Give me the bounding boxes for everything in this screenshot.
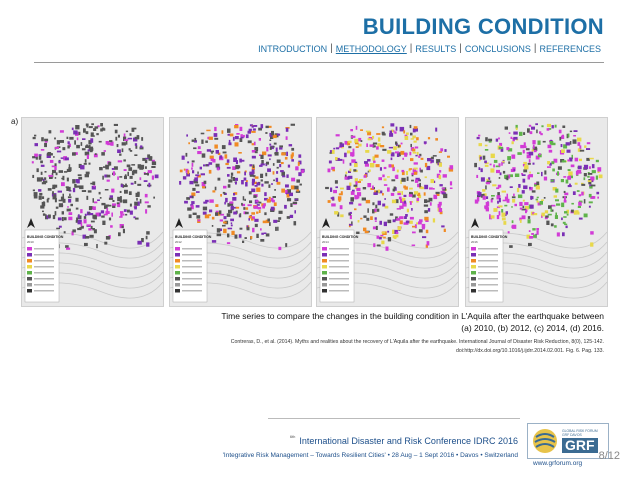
website-link[interactable]: www.grforum.org	[533, 460, 583, 467]
nav-separator: |	[459, 43, 462, 54]
nav-separator: |	[330, 43, 333, 54]
map-panel-d	[465, 117, 608, 307]
logo-text-small-1: GLOBAL RISK FORUM	[562, 429, 598, 433]
map-legend-title: BUILDING CONDITION	[471, 235, 508, 239]
figure-caption	[124, 310, 604, 334]
nav-conclusions[interactable]: CONCLUSIONS	[464, 43, 531, 54]
globe-logo-icon	[532, 428, 558, 454]
map-legend-year: 2014	[322, 240, 329, 244]
logo-text-big: GRF	[562, 438, 598, 453]
section-nav	[255, 43, 604, 54]
caption-line-2: (a) 2010, (b) 2012, (c) 2014, (d) 2016.	[461, 323, 604, 333]
conference-title	[290, 434, 518, 446]
map-panel-b	[169, 117, 312, 307]
map-panel-c	[316, 117, 459, 307]
reference-line-2: doi:http://dx.doi.org/10.1016/j.ijdrr.2014.02.001. Fig. 6. Pag. 133.	[456, 348, 604, 354]
conference-edition: 6th	[289, 434, 296, 439]
nav-separator: |	[533, 43, 537, 54]
slide-title: BUILDING CONDITION	[362, 14, 604, 39]
nav-references[interactable]: REFERENCES	[539, 43, 601, 54]
figure-reference	[84, 338, 604, 356]
header-divider	[34, 62, 604, 63]
map-legend-title: BUILDING CONDITION	[175, 235, 212, 239]
conference-name: International Disaster and Risk Conference IDRC 2016	[299, 436, 518, 446]
page-number: 8/12	[598, 450, 620, 462]
map-legend-year: 2010	[27, 240, 34, 244]
panel-label-a: a)	[11, 117, 19, 126]
map-legend-year: 2016	[471, 240, 478, 244]
map-panel-a	[21, 117, 164, 307]
nav-separator: |	[409, 43, 413, 54]
grf-logo	[527, 423, 609, 459]
map-legend-title: BUILDING CONDITION	[322, 235, 359, 239]
logo-text-small-2: GRF DAVOS	[562, 433, 582, 437]
map-legend-year: 2012	[175, 240, 182, 244]
nav-introduction[interactable]: INTRODUCTION	[258, 43, 328, 54]
footer-divider	[268, 418, 520, 419]
map-legend-title: BUILDING CONDITION	[27, 235, 64, 239]
nav-results[interactable]: RESULTS	[415, 43, 457, 54]
conference-theme: 'Integrative Risk Management – Towards Resilient Cities' • 28 Aug – 1 Sept 2016 • Davos • Switzerland	[222, 452, 518, 459]
reference-line-1: Contreras, D., et al. (2014). Myths and realities about the recovery of L'Aquila after the earthquake. International Journal of Disaster Risk Reduction, 8(0), 125-142.	[230, 339, 604, 345]
nav-methodology[interactable]: METHODOLOGY	[335, 43, 407, 54]
caption-line-1: Time series to compare the changes in the building condition in L'Aquila after the earthquake between	[221, 311, 604, 321]
